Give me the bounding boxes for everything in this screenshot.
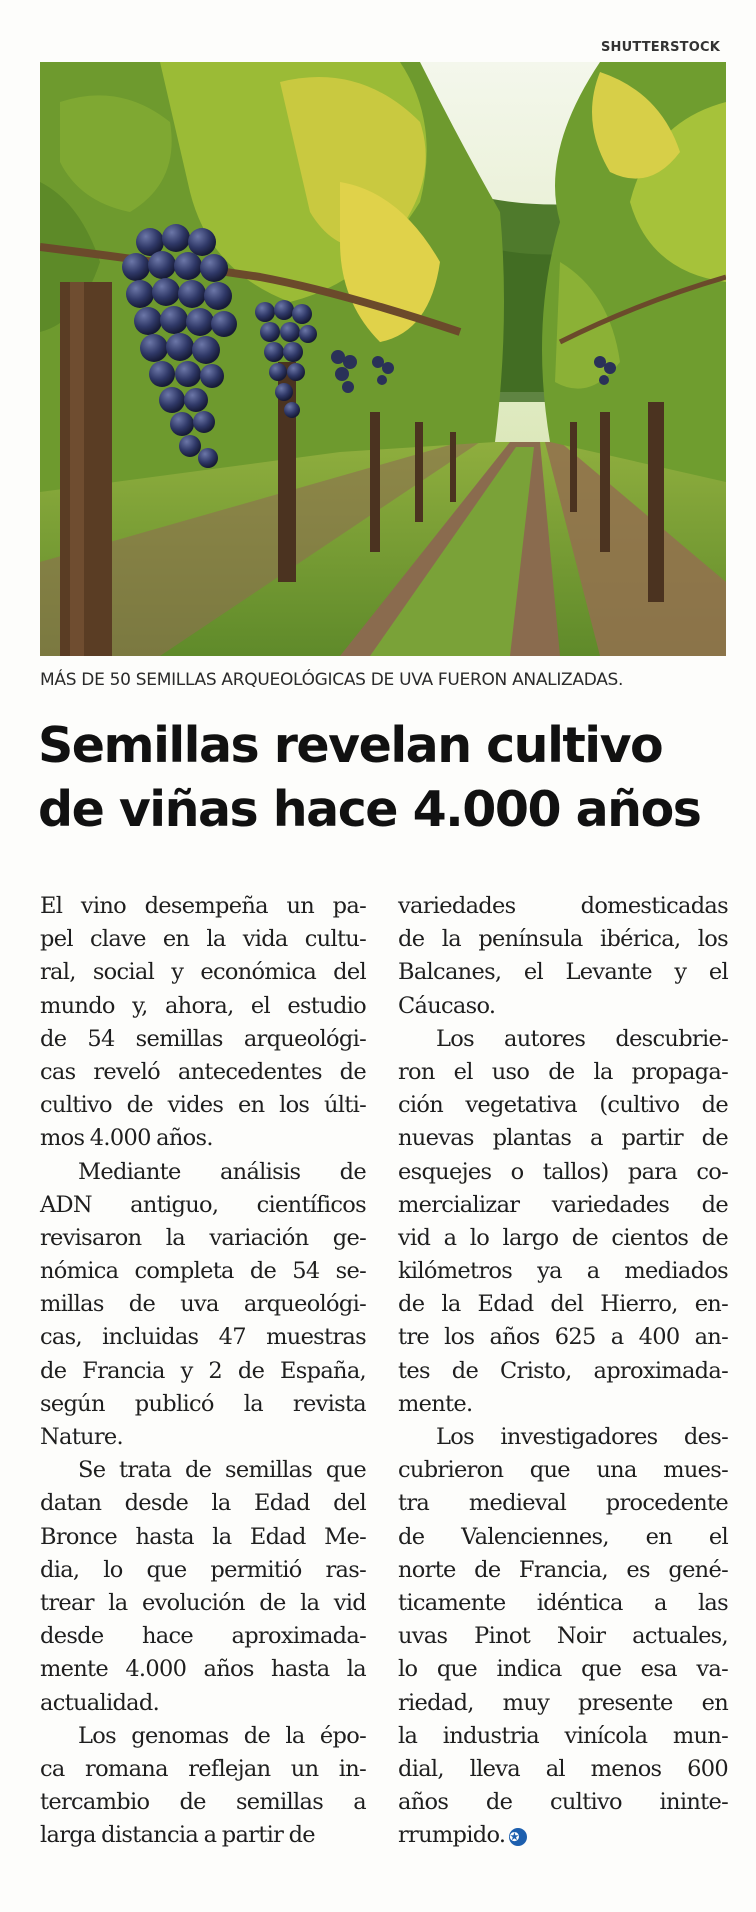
text-line: cubrieron que una mues- xyxy=(398,1457,728,1484)
text-line: de la península ibérica, los xyxy=(398,926,728,953)
text-line: Los autores descubrie- xyxy=(436,1025,728,1052)
text-line: mercializar variedades de xyxy=(398,1191,728,1218)
text-line: millas de uva arqueológi- xyxy=(40,1291,366,1318)
text-line: datan desde la Edad del xyxy=(40,1490,366,1517)
text-line: lo que indica que esa va- xyxy=(398,1656,728,1683)
text-line: tercambio de semillas a xyxy=(40,1789,366,1816)
article-column-left xyxy=(40,890,366,1852)
text-line: rrumpido. ✪ xyxy=(398,1819,728,1852)
text-line: de 54 semillas arqueológi- xyxy=(40,1025,366,1052)
text-line: norte de Francia, es gené- xyxy=(398,1556,728,1583)
text-line: variedades domesticadas xyxy=(398,893,728,919)
photo-caption: MÁS DE 50 SEMILLAS ARQUEOLÓGICAS DE UVA FUERON ANALIZADAS. xyxy=(40,670,624,690)
text-line: El vino desempeña un pa- xyxy=(40,893,366,919)
text-line: riedad, muy presente en xyxy=(398,1689,728,1716)
headline-line-2: de viñas hace 4.000 años xyxy=(38,781,701,838)
text-line: vid a lo largo de cientos de xyxy=(398,1224,728,1251)
end-of-article-icon: ✪ xyxy=(509,1828,527,1846)
text-line: nómica completa de 54 se- xyxy=(40,1258,366,1285)
text-line: según publicó la revista xyxy=(40,1390,366,1417)
vineyard-illustration xyxy=(40,62,726,656)
text-line: cultivo de vides en los últi- xyxy=(40,1092,366,1119)
text-line: tes de Cristo, aproximada- xyxy=(398,1357,728,1384)
text-line: de la Edad del Hierro, en- xyxy=(398,1291,728,1318)
article-headline xyxy=(38,714,738,842)
text-line: Se trata de semillas que xyxy=(78,1457,366,1484)
text-line: uvas Pinot Noir actuales, xyxy=(398,1623,728,1650)
text-line: desde hace aproximada- xyxy=(40,1623,366,1650)
text-line: Los investigadores des- xyxy=(436,1424,728,1450)
article-column-right xyxy=(398,890,728,1852)
text-line: de Francia y 2 de España, xyxy=(40,1357,366,1384)
text-line: mos 4.000 años. xyxy=(40,1125,213,1152)
text-line: Mediante análisis de xyxy=(78,1158,366,1185)
vineyard-photo xyxy=(40,62,726,656)
text-line: ADN antiguo, científicos xyxy=(40,1191,366,1218)
text-line: mundo y, ahora, el estudio xyxy=(40,992,366,1019)
text-line: ción vegetativa (cultivo de xyxy=(398,1092,728,1119)
text-line: Nature. xyxy=(40,1424,123,1450)
text-line: la industria vinícola mun- xyxy=(398,1722,728,1749)
text-line: dial, lleva al menos 600 xyxy=(398,1755,728,1782)
text-line: años de cultivo ininte- xyxy=(398,1789,728,1816)
text-line: Los genomas de la épo- xyxy=(78,1722,366,1749)
text-line: trear la evolución de la vid xyxy=(40,1589,366,1616)
text-line: pel clave en la vida cultu- xyxy=(40,926,366,953)
text-line: cas, incluidas 47 muestras xyxy=(40,1324,366,1351)
text-line: tre los años 625 a 400 an- xyxy=(398,1324,728,1351)
text-line: ca romana reflejan un in- xyxy=(40,1755,366,1782)
text-line: ticamente idéntica a las xyxy=(398,1589,728,1616)
headline-line-1: Semillas revelan cultivo xyxy=(38,717,663,774)
text-line: cas reveló antecedentes de xyxy=(40,1058,366,1085)
text-line: de Valenciennes, en el xyxy=(398,1523,728,1550)
text-line: dia, lo que permitió ras- xyxy=(40,1556,366,1583)
text-line: Cáucaso. xyxy=(398,992,496,1019)
text-line: ron el uso de la propaga- xyxy=(398,1058,728,1085)
text-line: nuevas plantas a partir de xyxy=(398,1125,728,1152)
text-line: Bronce hasta la Edad Me- xyxy=(40,1523,366,1550)
photo-credit: SHUTTERSTOCK xyxy=(600,40,720,55)
text-line: mente 4.000 años hasta la xyxy=(40,1656,366,1683)
text-line: larga distancia a partir de xyxy=(40,1822,315,1849)
text-line: kilómetros ya a mediados xyxy=(398,1258,728,1285)
text-line: revisaron la variación ge- xyxy=(40,1224,366,1251)
text-line: actualidad. xyxy=(40,1689,160,1716)
text-line: tra medieval procedente xyxy=(398,1490,728,1517)
text-line: ral, social y económica del xyxy=(40,959,366,986)
text-line: Balcanes, el Levante y el xyxy=(398,959,728,986)
text-line: mente. xyxy=(398,1390,473,1417)
text-line: esquejes o tallos) para co- xyxy=(398,1158,728,1185)
